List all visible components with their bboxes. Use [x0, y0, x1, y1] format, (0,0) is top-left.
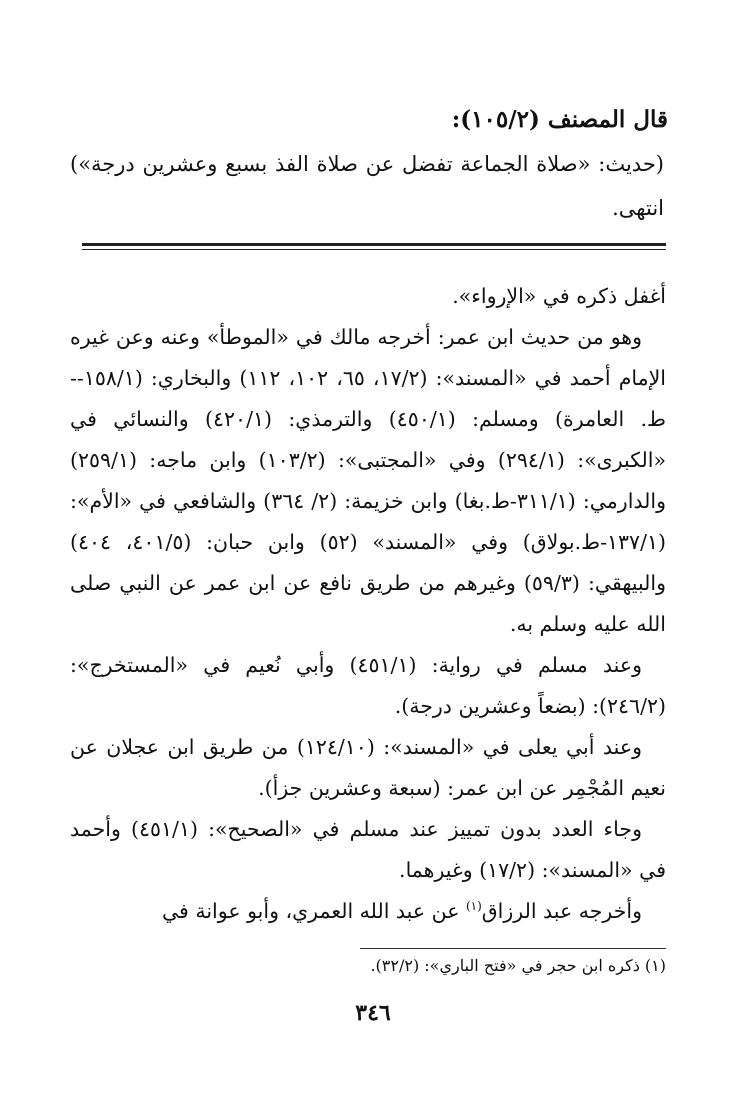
page-number: ٣٤٦: [355, 1000, 391, 1026]
paragraph-text: وأخرجه عبد الرزاق: [481, 899, 642, 923]
paragraph: أغفل ذكره في «الإرواء».: [452, 284, 666, 308]
paragraph-last: [70, 891, 666, 932]
paragraph: وعند مسلم في رواية: (٤٥١/١) وأبي نُعيم في «المستخرج»: (٢٤٦/٢): (بضعاً وعشرين درجة).: [70, 653, 666, 718]
paragraph: وعند أبي يعلى في «المسند»: (١٢٤/١٠) من طريق ابن عجلان عن نعيم المُجْمِر عن ابن عمر: (سبعة وعشرين جزأ).: [70, 735, 666, 800]
paragraph: وهو من حديث ابن عمر: أخرجه مالك في «الموطأ» وعنه وعن غيره الإمام أحمد في «المسند»: (١٧/٢، ٦٥، ١٠٢، ١١٢) والبخاري: (١٥٨/١--ط. العامرة) ومسلم: (٤٥٠/١) والترمذي: (٤٢٠/١) والنسائي في «الكبرى»: (٢٩٤/١) وفي «المجتبى»: (١٠٣/٢) وابن ماجه: (٢٥٩/١) والدارمي: (٣١١/١-ط.بغا) وابن خزيمة: (٢/ ٣٦٤) والشافعي في «الأم»: (١٣٧/١-ط.بولاق) وفي «المسند» (٥٢) وابن حبان: (٤٠١/٥، ٤٠٤) والبيهقي: (٥٩/٣) وغيرهم من طريق نافع عن ابن عمر عن النبي صلى الله عليه وسلم به.: [70, 325, 667, 636]
footnote-separator: [360, 948, 666, 949]
commentary-body: [70, 276, 666, 932]
section-heading: قال المصنف (١٠٥/٢):: [451, 106, 668, 133]
footnote: (١) ذكره ابن حجر في «فتح الباري»: (٣٢/٢).: [370, 956, 666, 975]
paragraph: وجاء العدد بدون تمييز عند مسلم في «الصحيح»: (٤٥١/١) وأحمد في «المسند»: (١٧/٢) وغيرهما.: [70, 817, 666, 882]
footnote-reference: (١): [465, 899, 482, 914]
separator-rule-thick: [82, 243, 666, 246]
paragraph-text: عن عبد الله العمري، وأبو عوانة في: [161, 899, 466, 923]
quoted-hadith: (حديث: «صلاة الجماعة تفضل عن صلاة الفذ بسبع وعشرين درجة») انتهى.: [70, 152, 664, 220]
separator-rule-thin: [82, 249, 666, 250]
